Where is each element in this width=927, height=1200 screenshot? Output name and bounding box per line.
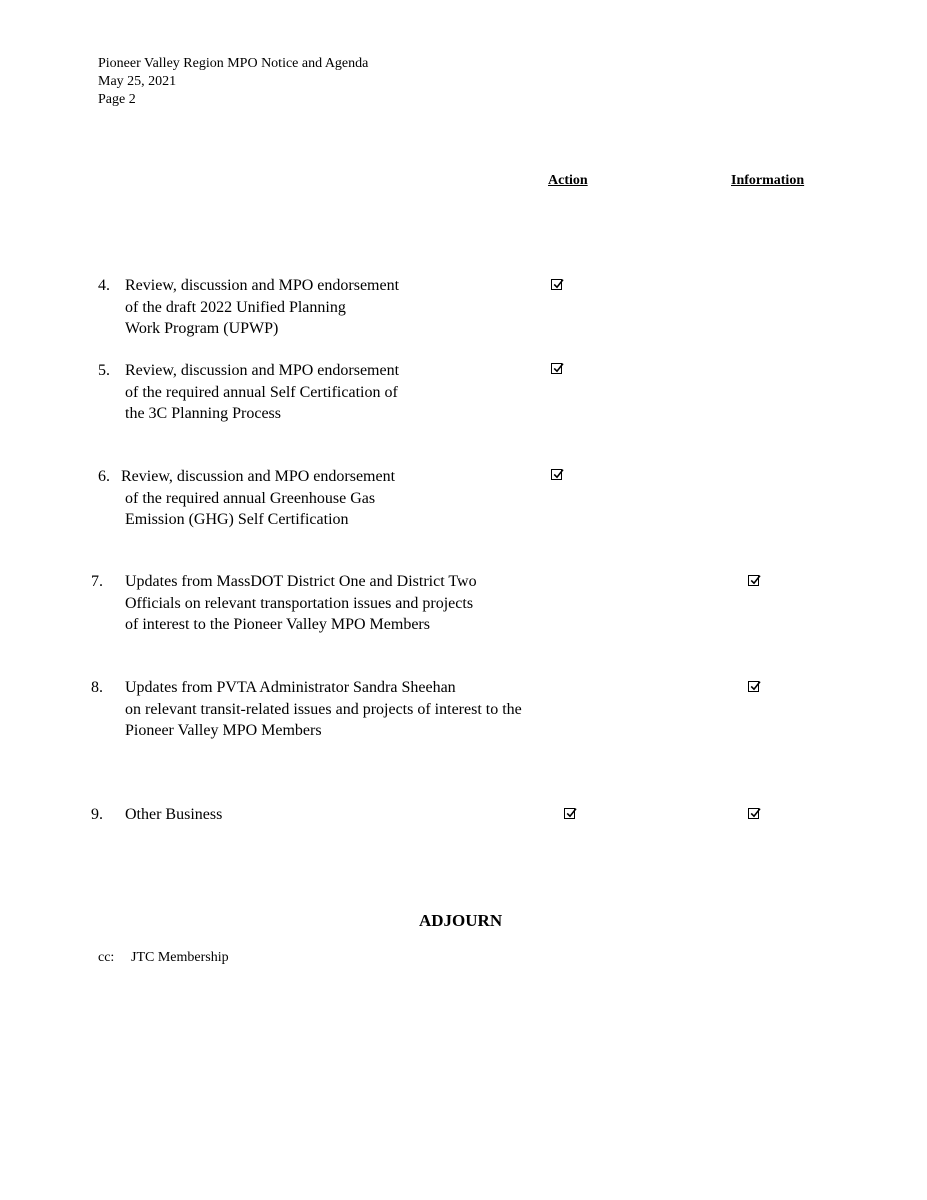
action-checkbox-icon [551, 469, 562, 480]
action-checkbox-icon [551, 279, 562, 290]
agenda-item-line: on relevant transit-related issues and projects of interest to the [125, 700, 522, 718]
agenda-item-line: Review, discussion and MPO endorsement [125, 277, 400, 294]
agenda-item-text [125, 360, 399, 425]
agenda-item-number: 9. [91, 806, 103, 823]
agenda-item-line: of the draft 2022 Unified Planning [125, 298, 346, 316]
page-number: Page 2 [98, 92, 136, 107]
action-column-header: Action [548, 173, 588, 188]
information-checkbox-icon [748, 575, 759, 586]
action-checkbox-icon [564, 808, 575, 819]
agenda-item-text [125, 677, 522, 742]
agenda-item-number: 4. [98, 277, 110, 294]
agenda-item-line: Updates from PVTA Administrator Sandra Sheehan [125, 679, 456, 696]
agenda-item-line: Pioneer Valley MPO Members [125, 722, 322, 739]
agenda-item-text [125, 571, 477, 636]
agenda-item-text [121, 466, 395, 531]
agenda-item-line: Emission (GHG) Self Certification [125, 511, 349, 528]
cc-value: JTC Membership [131, 950, 229, 965]
agenda-item-line: Officials on relevant transportation issues and projects [125, 594, 474, 612]
document-title: Pioneer Valley Region MPO Notice and Agenda [98, 56, 369, 71]
agenda-item-line: Review, discussion and MPO endorsement [121, 468, 396, 485]
agenda-item-line: the 3C Planning Process [125, 405, 281, 422]
agenda-item-text [125, 275, 399, 340]
information-checkbox-icon [748, 808, 759, 819]
agenda-item-number: 5. [98, 362, 110, 379]
agenda-item-line: Work Program (UPWP) [125, 320, 279, 337]
agenda-item-number: 7. [91, 573, 103, 590]
information-column-header: Information [731, 173, 805, 188]
agenda-item-line: Other Business [125, 806, 223, 823]
information-checkbox-icon [748, 681, 759, 692]
agenda-item-line: Review, discussion and MPO endorsement [125, 362, 400, 379]
agenda-item-number: 8. [91, 679, 103, 696]
agenda-item-number: 6. [98, 468, 110, 485]
cc-label: cc: [98, 950, 115, 965]
agenda-item-text [125, 804, 222, 826]
agenda-item-line: Updates from MassDOT District One and District Two [125, 573, 477, 590]
page-header [98, 55, 368, 109]
adjourn-heading: ADJOURN [419, 911, 503, 930]
document-date: May 25, 2021 [98, 74, 177, 89]
agenda-item-line: of the required annual Greenhouse Gas [125, 489, 376, 507]
agenda-item-line: of interest to the Pioneer Valley MPO Members [125, 616, 430, 633]
action-checkbox-icon [551, 363, 562, 374]
agenda-item-line: of the required annual Self Certification of [125, 383, 398, 401]
